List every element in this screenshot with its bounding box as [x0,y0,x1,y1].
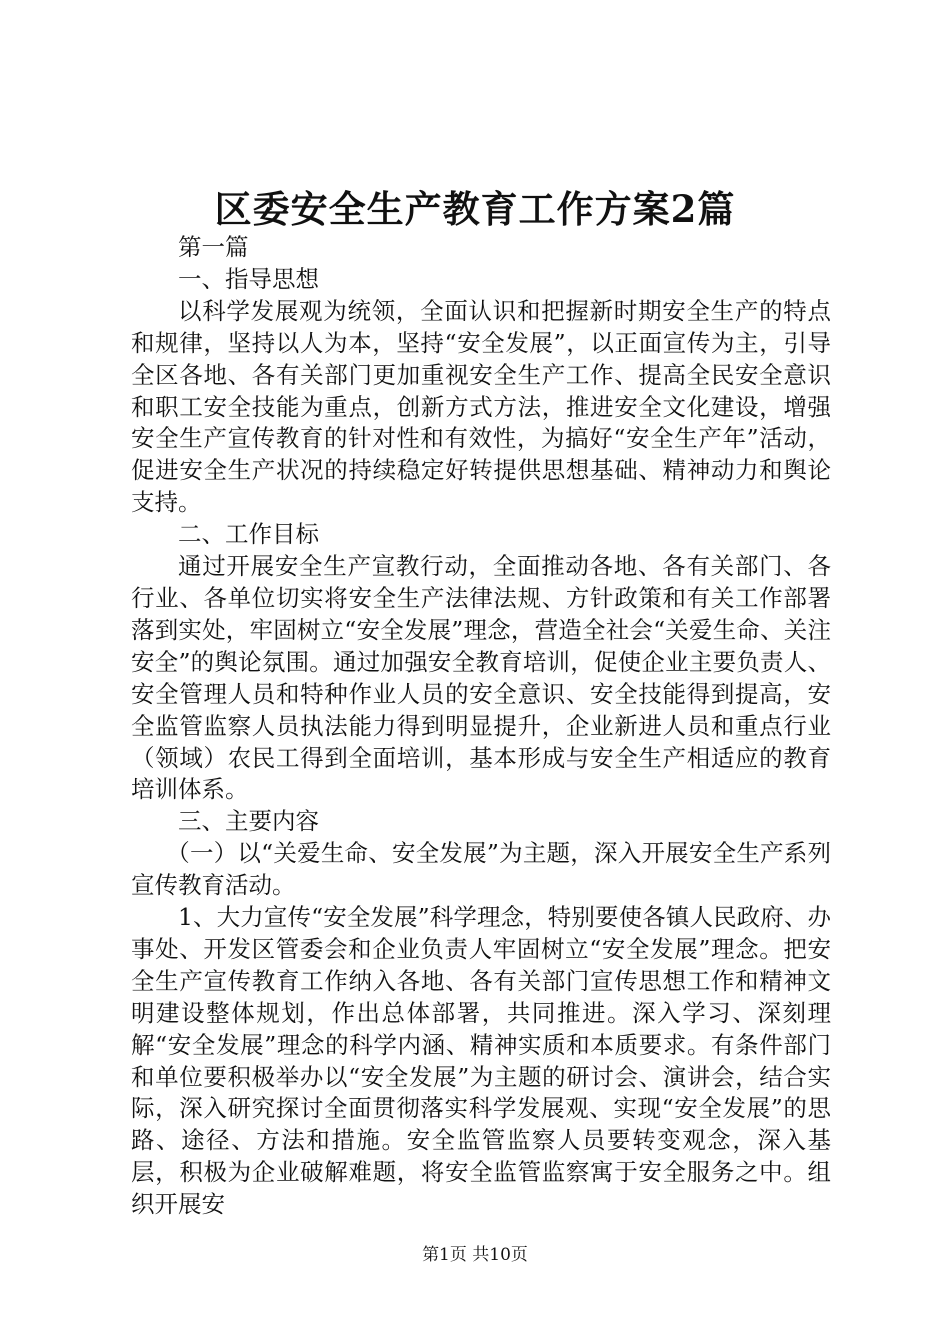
section-heading-work-goals: 二、工作目标 [178,520,319,549]
paragraph-guiding-ideology: 以科学发展观为统领，全面认识和把握新时期安全生产的特点和规律，坚持以人为本，坚持“安全发展”，以正面宣传为主，引导全区各地、各有关部门更加重视安全生产工作、提高全民安全意识和职工安全技能为重点，创新方式方法，推进安全文化建设，增强安全生产宣传教育的针对性和有效性，为搞好“安全生产年”活动，促进安全生产状况的持续稳定好转提供思想基础、精神动力和舆论支持。 [131,296,831,517]
section-heading-guiding-ideology: 一、指导思想 [178,264,319,293]
section-heading-part-one: 第一篇 [178,233,249,261]
page-footer: 第1页 共10页 [422,1245,528,1265]
paragraph-item-one: 1、大力宣传“安全发展”科学理念，特别要使各镇人民政府、办事处、开发区管委会和企业负责人牢固树立“安全发展”理念。把安全生产宣传教育工作纳入各地、各有关部门宣传思想工作和精神文明建设整体规划，作出总体部署，共同推进。深入学习、深刻理解“安全发展”理念的科学内涵、精神实质和本质要求。有条件部门和单位要积极举办以“安全发展”为主题的研讨会、演讲会，结合实际，深入研究探讨全面贯彻落实科学发展观、实现“安全发展”的思路、途径、方法和措施。安全监管监察人员要转变观念，深入基层，积极为企业破解难题，将安全监管监察寓于安全服务之中。组织开展安 [131,903,831,1219]
document-title: 区委安全生产教育工作方案2篇 [214,187,736,231]
section-heading-main-content: 三、主要内容 [178,807,319,836]
subsection-heading-one: （一）以“关爱生命、安全发展”为主题，深入开展安全生产系列宣传教育活动。 [131,839,831,900]
document-body [131,232,831,1221]
paragraph-work-goals: 通过开展安全生产宣教行动，全面推动各地、各有关部门、各行业、各单位切实将安全生产法律法规、方针政策和有关工作部署落到实处，牢固树立“安全发展”理念，营造全社会“关爱生命、关注安全”的舆论氛围。通过加强安全教育培训，促使企业主要负责人、安全管理人员和特种作业人员的安全意识、安全技能得到提高，安全监管监察人员执法能力得到明显提升，企业新进人员和重点行业（领域）农民工得到全面培训，基本形成与安全生产相适应的教育培训体系。 [131,552,831,804]
